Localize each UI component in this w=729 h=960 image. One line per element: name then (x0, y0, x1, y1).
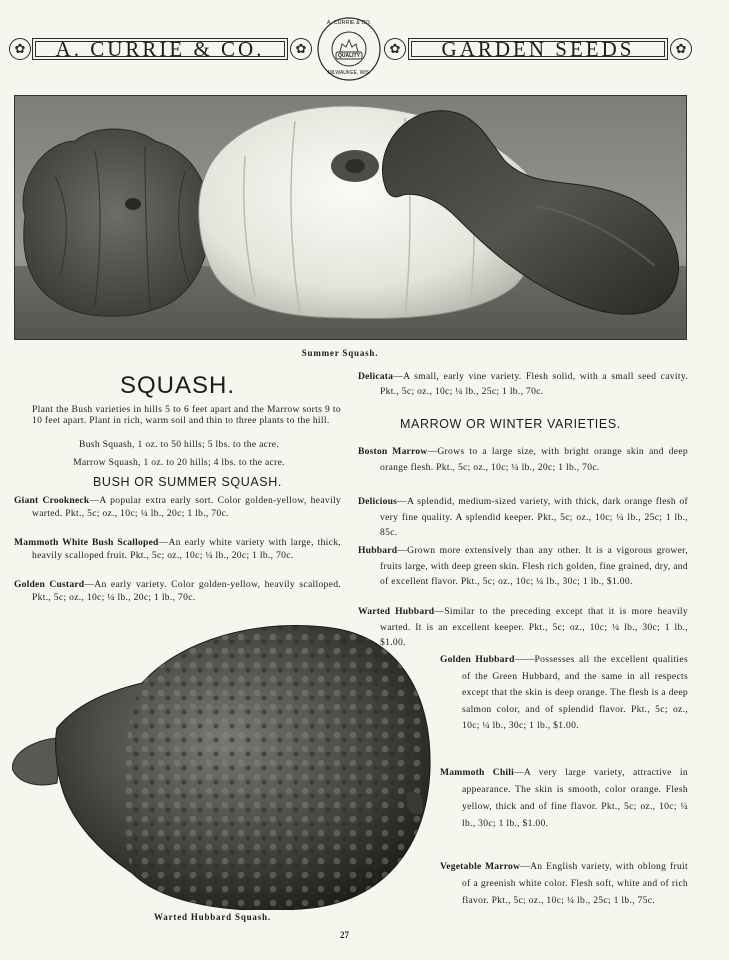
item-name: Vegetable Marrow (440, 861, 521, 872)
item-text: —Grown more extensively than any other. It is a vigorous grower, fruits large, with deep green skin. Flesh rich golden, fine grained, dry, and of excellent flavor. Pkt., 5c; oz., 10c; ¼ lb., 30c; 1 lb., $1.00. (380, 545, 688, 587)
rosette-ornament-right: ✿ (670, 38, 692, 60)
page-number: 27 (340, 930, 349, 940)
seal-bottom-text: MILWAUKEE, WIS. (327, 70, 371, 76)
winter-heading: MARROW OR WINTER VARIETIES. (400, 417, 621, 431)
item-name: Delicata (358, 371, 394, 382)
item-name: Golden Hubbard (440, 654, 515, 665)
item-text: ——Possesses all the excellent qualities of the Green Hubbard, and the same in all respects except that the skin is deep orange. The flesh is a deep salmon color, and of splendid flavor. Pkt., 5c; oz., 10c; ¼ lb., 30c; 1 lb., $1.00. (462, 654, 688, 731)
item-text: —A popular extra early sort. Color golden-yellow, heavily warted. Pkt., 5c; oz., 10c; ¼ lb., 20c; 1 lb., 70c. (32, 495, 342, 519)
header-right-title (408, 38, 668, 60)
top-photo-caption: Summer Squash. (301, 348, 379, 358)
rosette-ornament-left: ✿ (9, 38, 31, 60)
header-right-title-text: GARDEN SEEDS (441, 36, 635, 61)
rosette-ornament-left-inner: ✿ (290, 38, 312, 60)
item-text: —A splendid, medium-sized variety, with thick, dark orange flesh of very fine quality. A splendid keeper. Pkt., 5c; oz., 10c; ¼ lb., 25c; 1 lb., 85c. (380, 496, 688, 538)
bush-summer-heading: BUSH OR SUMMER SQUASH. (93, 475, 282, 489)
item-vegetable-marrow (440, 858, 688, 909)
item-text: —An early white variety with large, thick, heavily scalloped fruit. Pkt., 5c; oz., 10c; ¼ lb., 20c; 1 lb., 70c. (32, 537, 342, 561)
item-golden-custard (14, 578, 341, 604)
squash-title: SQUASH. (120, 372, 236, 399)
summer-squash-photo (14, 95, 687, 340)
squash-intro: Plant the Bush varieties in hills 5 to 6 feet apart and the Marrow sorts 9 to 10 feet apart. Plant in rich, warm soil and thin to three plants to the hill. (32, 404, 341, 426)
item-text: —Similar to the preceding except that it is more heavily warted. It is an excellent keeper. Pkt., 5c; oz., 10c; ¼ lb., 30c; 1 lb., $1.00. (380, 606, 688, 648)
item-name: Golden Custard (14, 579, 85, 590)
item-name: Delicious (358, 496, 398, 507)
item-name: Warted Hubbard (358, 606, 435, 617)
item-giant-crookneck (14, 494, 341, 520)
bottom-photo-caption: Warted Hubbard Squash. (154, 912, 271, 922)
rosette-ornament-right-inner: ✿ (384, 38, 406, 60)
seal-top-text: A. CURRIE & CO. (326, 20, 372, 26)
item-delicious (358, 494, 688, 541)
item-warted-hubbard (358, 604, 688, 651)
marrow-rate: Marrow Squash, 1 oz. to 20 hills; 4 lbs. to the acre. (73, 457, 285, 468)
item-hubbard (358, 543, 688, 590)
item-name: Giant Crookneck (14, 495, 90, 506)
item-name: Mammoth Chili (440, 767, 514, 778)
warted-hubbard-photo (12, 618, 434, 910)
item-mammoth-white-bush (14, 536, 341, 562)
item-text: —A very large variety, attractive in appearance. The skin is smooth, color orange. Flesh yellow, thick and of fine flavor. Pkt., 5c; oz., 10c; ¼ lb., 30c; 1 lb., $1.00. (462, 767, 688, 829)
item-golden-hubbard (440, 652, 688, 735)
company-seal (316, 16, 382, 82)
item-name: Boston Marrow (358, 446, 428, 457)
seal-center-text: QUALITY (338, 53, 360, 59)
item-text: —A small, early vine variety. Flesh solid, with a small seed cavity. Pkt., 5c; oz., 10c; ¼ lb., 25c; 1 lb., 70c. (380, 371, 688, 397)
item-name: Mammoth White Bush Scalloped (14, 537, 159, 548)
header-left-title-text: A. CURRIE & CO. (55, 36, 265, 61)
item-text: —Grows to a large size, with bright orange skin and deep orange flesh. Pkt., 5c; oz., 10c; ¼ lb., 20c; 1 lb., 70c. (380, 446, 688, 473)
header-left-title (32, 38, 288, 60)
item-mammoth-chili (440, 764, 688, 832)
item-delicata (358, 369, 688, 399)
item-name: Hubbard (358, 545, 398, 556)
item-text: —An English variety, with oblong fruit of a greenish white color. Flesh soft, white and of rich flavor. Pkt., 5c; oz., 10c; ¼ lb., 25c; 1 lb., 75c. (462, 861, 688, 906)
bush-rate: Bush Squash, 1 oz. to 50 hills; 5 lbs. to the acre. (79, 439, 279, 450)
item-boston-marrow (358, 444, 688, 475)
item-text: —An early variety. Color golden-yellow, heavily scalloped. Pkt., 5c; oz., 10c; ¼ lb., 20c; 1 lb., 70c. (32, 579, 342, 603)
